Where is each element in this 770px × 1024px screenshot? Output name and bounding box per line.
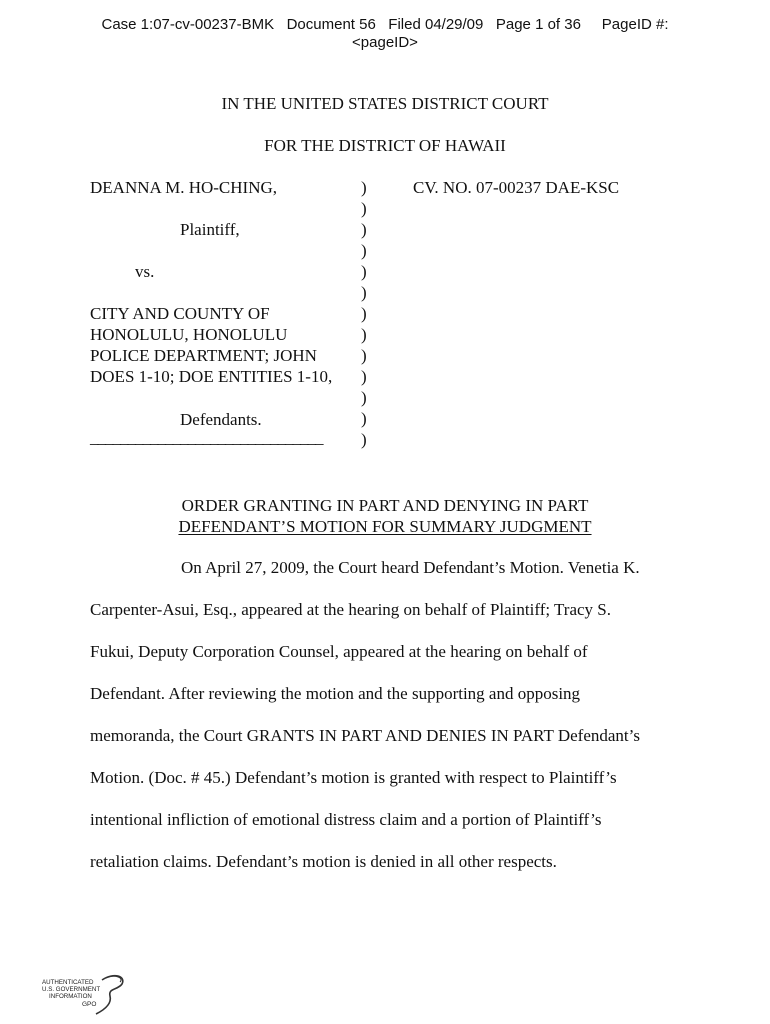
body-text-line: Carpenter-Asui, Esq., appeared at the hearing on behalf of Plaintiff; Tracy S. (90, 600, 612, 619)
caption-paren: ) (361, 367, 367, 386)
case-number: CV. NO. 07-00237 DAE-KSC (413, 178, 620, 197)
body-text-line: Defendant. After reviewing the motion and the supporting and opposing (90, 684, 581, 703)
filing-header-line2: <pageID> (352, 34, 418, 51)
body-text-line: Motion. (Doc. # 45.) Defendant’s motion is granted with respect to Plaintiff’s (90, 768, 617, 787)
order-title-line2: DEFENDANT’S MOTION FOR SUMMARY JUDGMENT (178, 517, 592, 536)
versus-label: vs. (135, 262, 155, 281)
court-district: FOR THE DISTRICT OF HAWAII (264, 136, 506, 155)
caption-rule: _______________________________ (90, 428, 323, 447)
caption-paren: ) (361, 178, 367, 197)
defendant-line: CITY AND COUNTY OF (90, 304, 270, 323)
eagle-swoosh-icon (96, 976, 123, 1014)
filing-header-line1: Case 1:07-cv-00237-BMK Document 56 Filed 04/29/09 Page 1 of 36 PageID #: (101, 16, 669, 33)
logo-text: GPO (82, 1001, 97, 1008)
caption-paren: ) (361, 220, 367, 239)
court-title: IN THE UNITED STATES DISTRICT COURT (221, 94, 549, 113)
caption-paren: ) (361, 388, 367, 407)
caption-paren: ) (361, 304, 367, 323)
defendant-line: DOES 1-10; DOE ENTITIES 1-10, (90, 367, 333, 386)
logo-text: U.S. GOVERNMENT (42, 986, 101, 993)
logo-text: INFORMATION (49, 993, 92, 1000)
caption-paren: ) (361, 262, 367, 281)
order-title (0, 495, 770, 537)
plaintiff-role: Plaintiff, (180, 220, 240, 239)
body-text-line: memoranda, the Court GRANTS IN PART AND DENIES IN PART Defendant’s (90, 726, 640, 745)
gpo-authentication-logo (40, 970, 132, 1018)
body-text-line: On April 27, 2009, the Court heard Defendant’s Motion. Venetia K. (181, 558, 640, 577)
body-text-line: retaliation claims. Defendant’s motion is denied in all other respects. (90, 852, 557, 871)
eagle-wing-icon (106, 976, 121, 982)
caption-paren: ) (361, 430, 367, 449)
caption-paren: ) (361, 409, 367, 428)
defendant-line: POLICE DEPARTMENT; JOHN (90, 346, 317, 365)
caption-paren: ) (361, 199, 367, 218)
order-title-line1: ORDER GRANTING IN PART AND DENYING IN PART (181, 496, 589, 515)
caption-paren: ) (361, 283, 367, 302)
body-text-line: intentional infliction of emotional distress claim and a portion of Plaintiff’s (90, 810, 602, 829)
caption-paren: ) (361, 241, 367, 260)
logo-text: AUTHENTICATED (42, 979, 94, 986)
defendant-role: Defendants. (180, 410, 262, 429)
body-text-line: Fukui, Deputy Corporation Counsel, appeared at the hearing on behalf of (90, 642, 588, 661)
filing-header (0, 16, 770, 52)
plaintiff-name: DEANNA M. HO-CHING, (90, 178, 277, 197)
caption-paren: ) (361, 325, 367, 344)
defendant-line: HONOLULU, HONOLULU (90, 325, 288, 344)
caption-paren: ) (361, 346, 367, 365)
